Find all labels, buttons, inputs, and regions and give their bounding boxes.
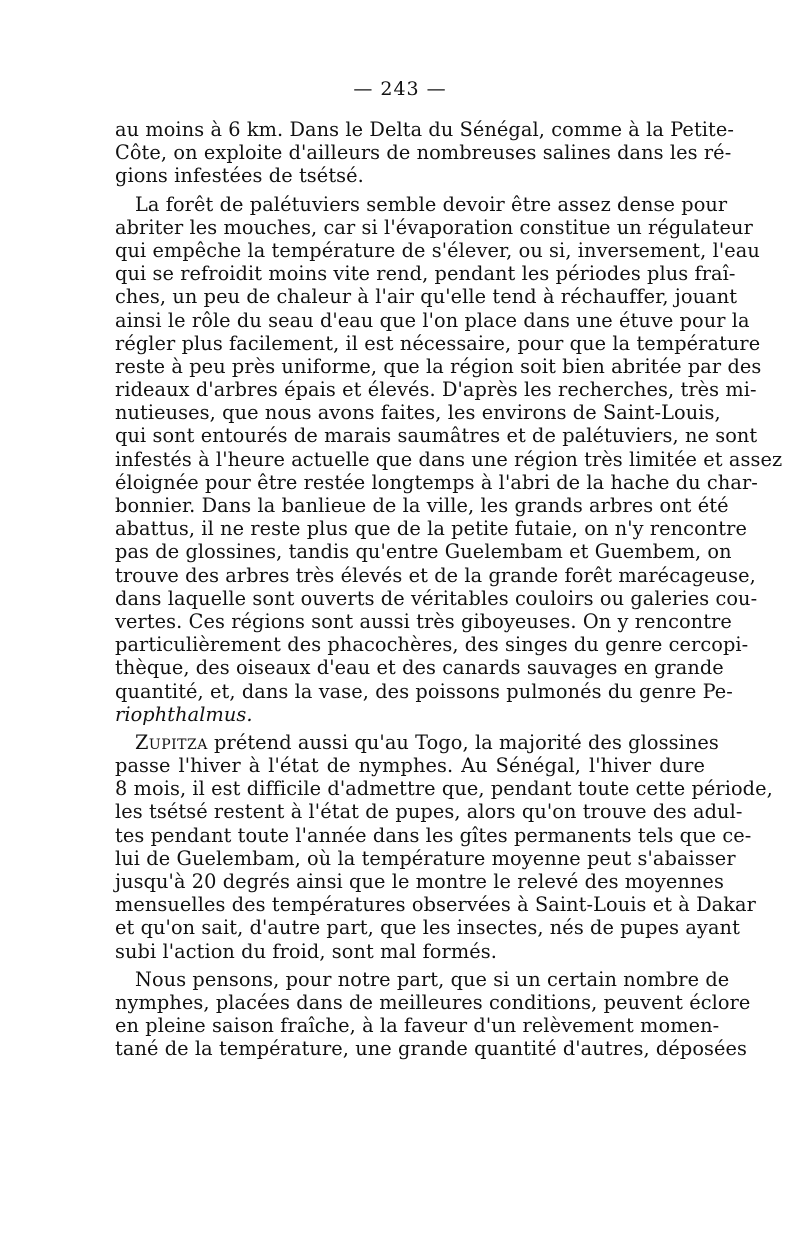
text-line bbox=[115, 730, 719, 754]
text-line: trouve des arbres très élevés et de la grande forêt marécageuse, bbox=[115, 563, 756, 587]
text-line: gions infestées de tsétsé. bbox=[115, 164, 364, 188]
text-line: dans laquelle sont ouverts de véritables couloirs ou galeries cou- bbox=[115, 586, 758, 610]
text-line: tané de la température, une grande quantité d'autres, déposées bbox=[115, 1037, 748, 1061]
paragraph bbox=[115, 192, 783, 726]
text-line: subi l'action du froid, sont mal formés. bbox=[115, 939, 497, 963]
text-line: La forêt de palétuviers semble devoir être assez dense pour bbox=[135, 192, 728, 216]
text-line: qui se refroidit moins vite rend, pendant les périodes plus fraî- bbox=[115, 262, 736, 286]
text-line: éloignée pour être restée longtemps à l'abri de la hache du char- bbox=[115, 470, 758, 494]
text-line: quantité, et, dans la vase, des poissons pulmonés du genre Pe- bbox=[115, 679, 733, 703]
text-line: abattus, il ne reste plus que de la petite futaie, on n'y rencontre bbox=[115, 517, 747, 541]
text-line: passe l'hiver à l'état de nymphes. Au Sénégal, l'hiver dure bbox=[115, 754, 705, 778]
text-line: Côte, on exploite d'ailleurs de nombreuses salines dans les ré- bbox=[115, 141, 732, 165]
text-line: nutieuses, que nous avons faites, les environs de Saint-Louis, bbox=[115, 401, 721, 425]
paragraph bbox=[115, 967, 751, 1061]
text-line: lui de Guelembam, où la température moyenne peut s'abaisser bbox=[115, 846, 736, 870]
text-line: nymphes, placées dans de meilleures conditions, peuvent éclore bbox=[115, 990, 751, 1014]
text-line: tes pendant toute l'année dans les gîtes permanents tels que ce- bbox=[115, 823, 752, 847]
text-line: ainsi le rôle du seau d'eau que l'on place dans une étuve pour la bbox=[115, 308, 750, 332]
text-line: Nous pensons, pour notre part, que si un certain nombre de bbox=[135, 967, 730, 991]
text-line: et qu'on sait, d'autre part, que les insectes, nés de pupes ayant bbox=[115, 916, 740, 940]
text-line: régler plus facilement, il est nécessaire, pour que la température bbox=[115, 331, 761, 355]
text-line: particulièrement des phacochères, des singes du genre cercopi- bbox=[115, 633, 749, 657]
text-line: bonnier. Dans la banlieue de la ville, les grands arbres ont été bbox=[115, 494, 729, 517]
text-line: au moins à 6 km. Dans le Delta du Sénégal, comme à la Petite- bbox=[115, 118, 735, 141]
text-fragment: prétend aussi qu'au Togo, la majorité des glossines bbox=[207, 730, 719, 754]
text-line: reste à peu près uniforme, que la région soit bien abritée par des bbox=[115, 354, 762, 378]
text-line: qui empêche la température de s'élever, ou si, inversement, l'eau bbox=[115, 238, 760, 262]
text-line: infestés à l'heure actuelle que dans une région très limitée et assez bbox=[115, 447, 783, 471]
text-line: mensuelles des températures observées à Saint-Louis et à Dakar bbox=[115, 893, 756, 917]
author-name: Zupitza bbox=[135, 730, 208, 754]
paragraph bbox=[115, 730, 773, 963]
page-number: — 243 — bbox=[353, 78, 447, 100]
body-text bbox=[115, 118, 783, 1061]
text-line: 8 mois, il est difficile d'admettre que, pendant toute cette période, bbox=[115, 777, 773, 801]
text-line: pas de glossines, tandis qu'entre Guelembam et Guembem, on bbox=[115, 540, 732, 564]
text-line: abriter les mouches, car si l'évaporation constitue un régulateur bbox=[115, 215, 753, 239]
paragraph bbox=[115, 118, 735, 188]
text-line: en pleine saison fraîche, à la faveur d'un relèvement momen- bbox=[115, 1014, 720, 1038]
text-line: rideaux d'arbres épais et élevés. D'après les recherches, très mi- bbox=[115, 378, 757, 402]
text-line: les tsétsé restent à l'état de pupes, alors qu'on trouve des adul- bbox=[115, 800, 743, 824]
text-line: thèque, des oiseaux d'eau et des canards sauvages en grande bbox=[115, 656, 724, 680]
text-line: jusqu'à 20 degrés ainsi que le montre le relevé des moyennes bbox=[115, 870, 724, 893]
text-line: ches, un peu de chaleur à l'air qu'elle tend à réchauffer, jouant bbox=[115, 285, 738, 309]
text-line: vertes. Ces régions sont aussi très giboyeuses. On y rencontre bbox=[115, 609, 732, 633]
text-line: riophthalmus. bbox=[115, 702, 253, 726]
text-line: qui sont entourés de marais saumâtres et de palétuviers, ne sont bbox=[115, 424, 758, 448]
